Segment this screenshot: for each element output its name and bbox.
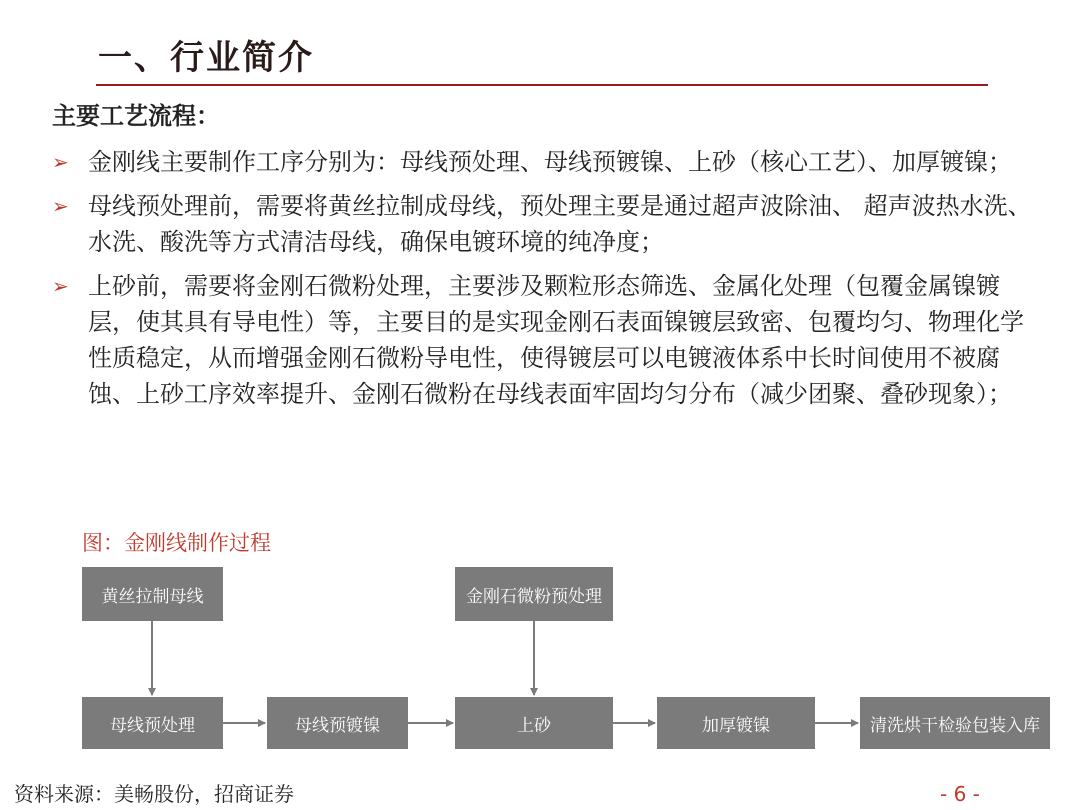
bullet-text: 上砂前，需要将金刚石微粉处理，主要涉及颗粒形态筛选、金属化处理（包覆金属镍镀层，使其具有导电性）等，主要目的是实现金刚石表面镍镀层致密、包覆均匀、物理化学性质稳定，从而增强金刚石微粉导电性，使得镀层可以电镀液体系中长时间使用不被腐蚀、上砂工序效率提升、金刚石微粉在母线表面牢固均匀分布（减少团聚、叠砂现象）； [88,272,1024,408]
flow-box-thick-nickel-plating: 加厚镀镍 [657,697,815,749]
flow-box-yellow-wire-drawing: 黄丝拉制母线 [82,567,223,621]
section-heading: 主要工艺流程： [52,101,220,130]
flow-box-wire-pre-nickel-plating: 母线预镀镍 [267,697,408,749]
arrowhead-bullet-icon: ➢ [52,194,69,218]
bullet-text: 金刚线主要制作工序分别为：母线预处理、母线预镀镍、上砂（核心工艺）、加厚镀镍； [88,148,1012,176]
flow-box-wire-pretreatment: 母线预处理 [82,697,223,749]
source-note: 资料来源：美畅股份，招商证券 [14,782,294,806]
arrowhead-bullet-icon: ➢ [52,150,69,174]
flow-box-sanding: 上砂 [455,697,613,749]
figure-caption: 图：金刚线制作过程 [82,531,271,555]
arrowhead-bullet-icon: ➢ [52,274,69,298]
slide-title: 一、行业简介 [98,38,314,78]
flow-box-clean-dry-inspect-pack-store: 清洗烘干检验包装入库 [860,697,1050,749]
flow-box-diamond-powder-pretreatment: 金刚石微粉预处理 [455,567,613,621]
page-number: - 6 - [940,782,980,806]
bullet-text: 母线预处理前，需要将黄丝拉制成母线，预处理主要是通过超声波除油、 超声波热水洗、水洗、酸洗等方式清洁母线，确保电镀环境的纯净度； [88,192,1032,256]
